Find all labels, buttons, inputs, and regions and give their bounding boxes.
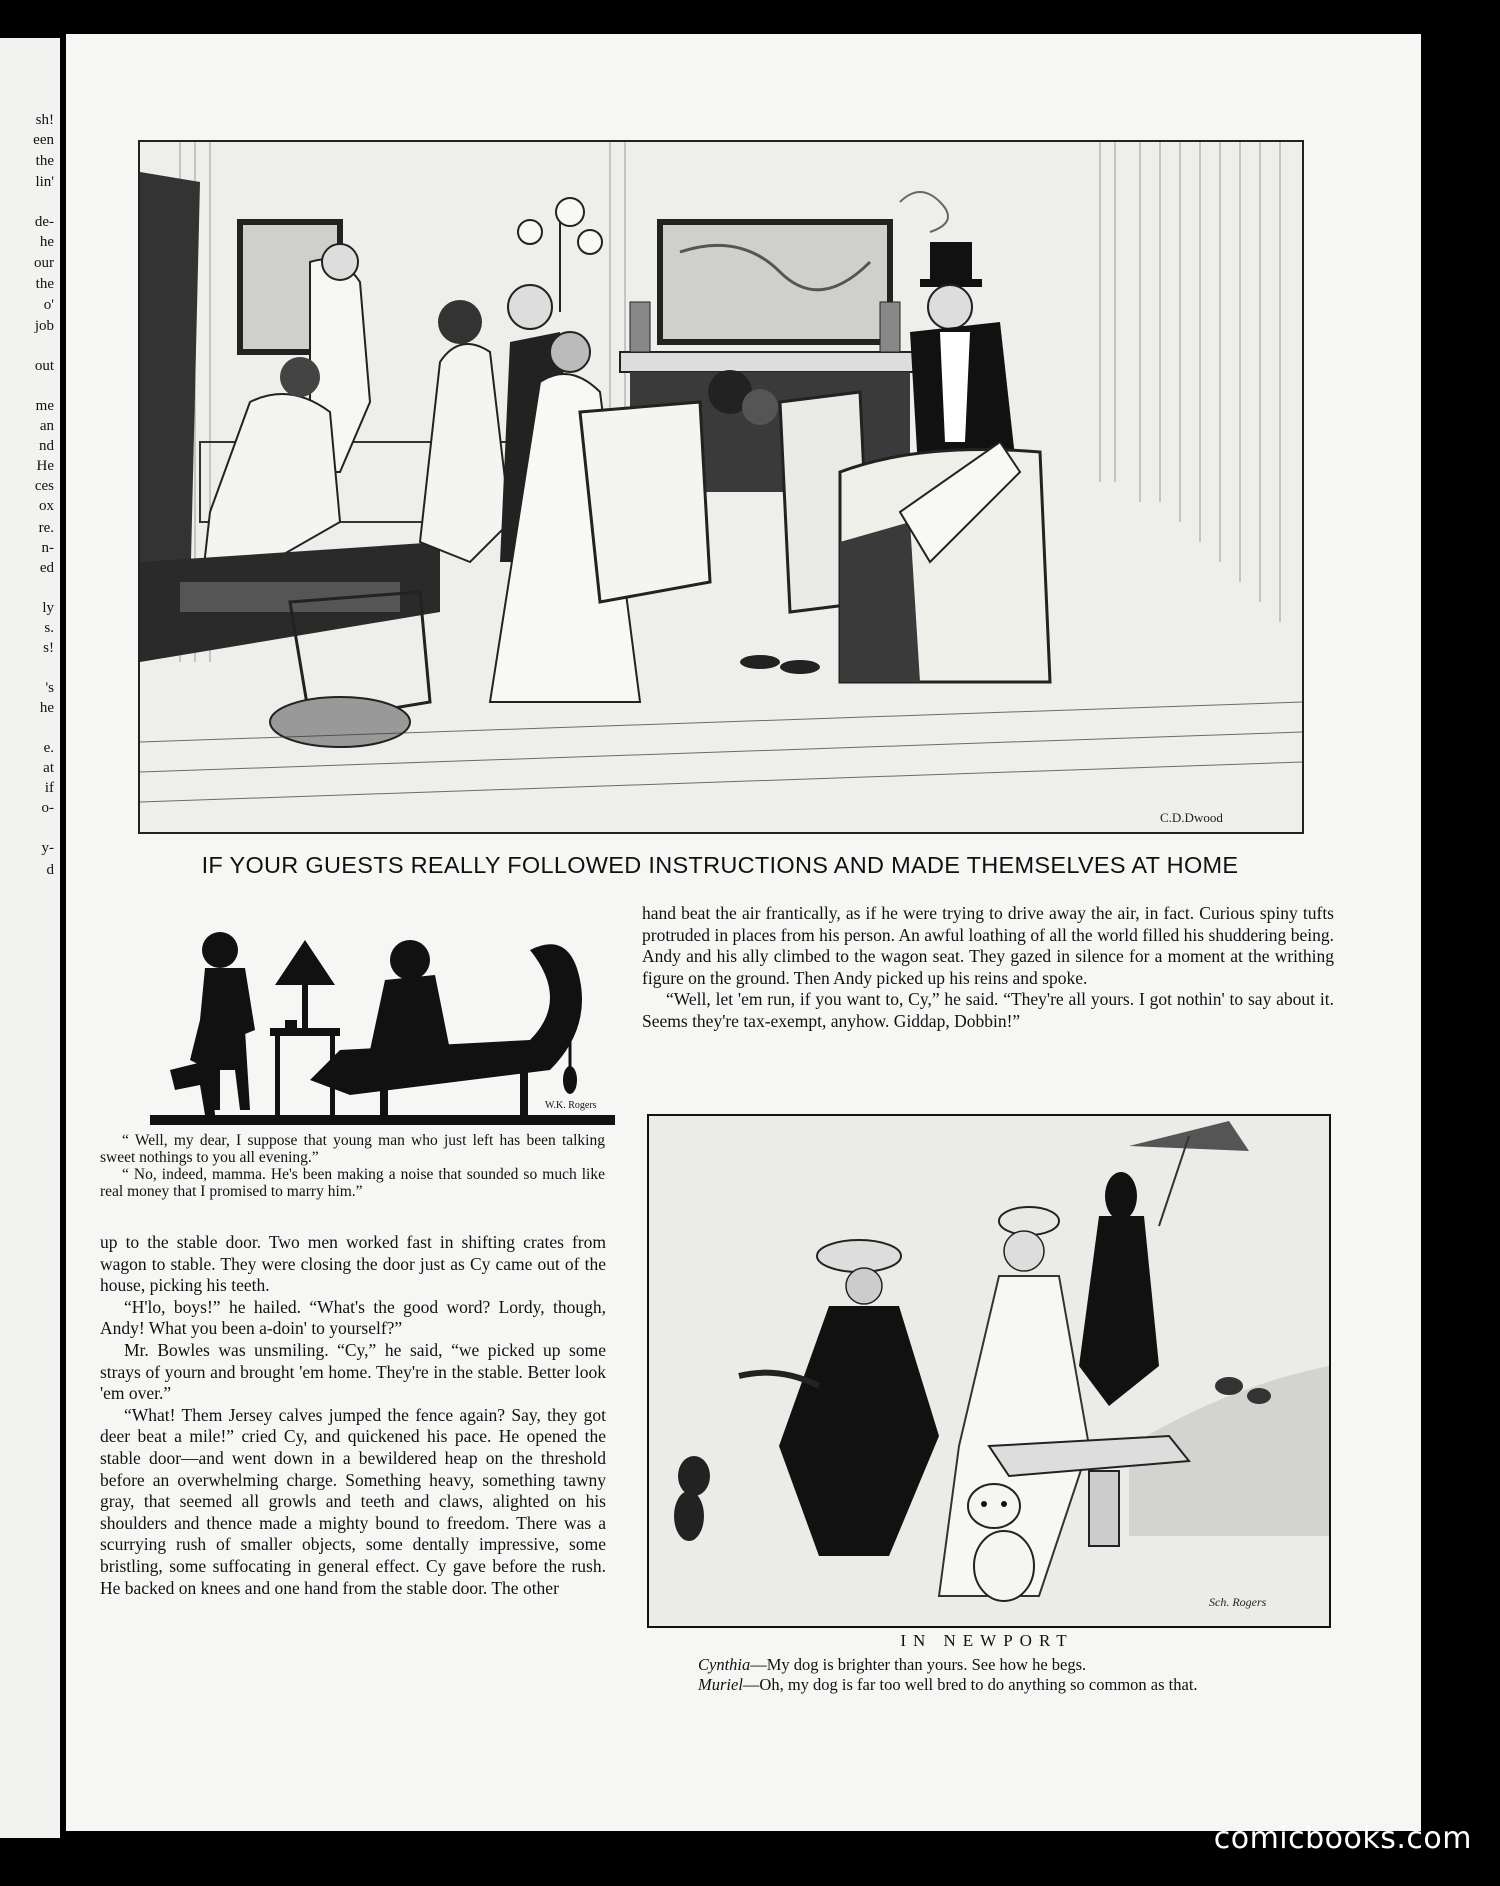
newport-line [698, 1675, 1338, 1695]
left-page-fragment: at [43, 760, 54, 776]
left-page-fragment: nd [39, 438, 54, 454]
left-page-fragment: y- [41, 840, 54, 856]
silhouette-drawing [150, 920, 615, 1125]
left-page-fragment: re. [38, 520, 54, 536]
illustration-signature: C.D.Dwood [1160, 810, 1223, 825]
left-page-fragment: our [34, 255, 54, 271]
left-page-fragment: lin' [35, 174, 54, 190]
speaker-name: Cynthia [698, 1655, 751, 1674]
silhouette-caption-line: “ Well, my dear, I suppose that young man who just left has been talking sweet nothings to you all evening.” [100, 1132, 605, 1166]
story-paragraph: “H'lo, boys!” he hailed. “What's the good word? Lordy, though, Andy! What you been a-doin' to yourself?” [100, 1296, 606, 1339]
left-page-fragment: the [35, 276, 54, 292]
silhouette-caption [100, 1132, 605, 1200]
left-page-fragment: if [44, 780, 54, 796]
left-page-fragment: o' [43, 297, 54, 313]
left-page-fragment: an [39, 418, 54, 434]
dialogue-text: —Oh, my dog is far too well bred to do anything so common as that. [742, 1675, 1198, 1694]
newport-signature: Sch. Rogers [1209, 1595, 1267, 1609]
newport-line [698, 1655, 1338, 1675]
story-paragraph: Mr. Bowles was unsmiling. “Cy,” he said, “we picked up some strays of yourn and brought 'em home. They're in the stable. Better look 'em over.” [100, 1339, 606, 1404]
parlor-illustration [138, 140, 1304, 834]
left-page-fragment: ed [39, 560, 54, 576]
left-page-fragment: he [39, 700, 54, 716]
left-page-fragment: een [33, 132, 54, 148]
left-page-fragment: ly [42, 600, 54, 616]
story-column-right [642, 903, 1334, 1033]
left-page-fragment: s. [44, 620, 54, 636]
story-paragraph: hand beat the air frantically, as if he were trying to drive away the air, in fact. Curious spiny tufts protruded in places from his person. An awful loathing of all the world filled his shuddering being. Andy and his ally climbed to the wagon seat. They gazed in silence for a moment at the writhing figure on the ground. Then Andy picked up his reins and spoke. [642, 903, 1334, 988]
left-page-fragment: out [34, 358, 54, 374]
left-page-fragment: ox [39, 498, 54, 514]
story-paragraph: “What! Them Jersey calves jumped the fence again? Say, they got deer beat a mile!” cried Cy, and quickened his pace. He opened the stable door—and went down in a bewildered heap on the threshold before an overwhelming charge. Something heavy, something tawny gray, that seemed all growls and teeth and claws, alighted on his shoulders and thence made a mighty bound to freedom. There was a scurrying rush of smaller objects, some dentally impressive, some bristling, some suffocating in general effect. Cy gave before the rush. He backed on knees and one hand from the stable door. The other [100, 1404, 606, 1598]
story-column-left [100, 1232, 606, 1599]
silhouette-cartoon [150, 920, 615, 1125]
silhouette-caption-line: “ No, indeed, mamma. He's been making a noise that sounded so much like real money that I promised to marry him.” [100, 1166, 605, 1200]
left-page-edge [0, 38, 60, 1838]
left-page-fragment: job [34, 318, 54, 334]
left-page-fragment: me [35, 398, 54, 414]
left-page-fragment: the [35, 153, 54, 169]
left-page-fragment: He [36, 458, 54, 474]
newport-title: IN NEWPORT [900, 1631, 1074, 1650]
left-page-fragment: s! [43, 640, 54, 656]
dialogue-text: —My dog is brighter than yours. See how he begs. [750, 1655, 1087, 1674]
illustration-caption: IF YOUR GUESTS REALLY FOLLOWED INSTRUCTIONS AND MADE THEMSELVES AT HOME [201, 852, 1239, 878]
newport-caption [698, 1655, 1338, 1695]
story-paragraph: up to the stable door. Two men worked fast in shifting crates from wagon to stable. They were closing the door just as Cy came out of the house, picking his teeth. [100, 1232, 606, 1296]
left-page-fragment: n- [41, 540, 54, 556]
story-paragraph: “Well, let 'em run, if you want to, Cy,” he said. “They're all yours. I got nothin' to say about it. Seems they're tax-exempt, anyhow. Giddap, Dobbin!” [642, 989, 1334, 1031]
newport-drawing [649, 1116, 1329, 1626]
left-page-fragment: he [39, 234, 54, 250]
parlor-drawing [140, 142, 1302, 832]
speaker-name: Muriel [698, 1675, 743, 1694]
left-page-fragment: o- [41, 800, 54, 816]
silhouette-signature: W.K. Rogers [545, 1100, 597, 1111]
left-page-fragment: e. [43, 740, 54, 756]
left-page-fragment: de- [34, 214, 54, 230]
newport-illustration [647, 1114, 1331, 1628]
left-page-fragment: ces [34, 478, 54, 494]
left-page-fragment: d [46, 862, 54, 878]
left-page-fragment: sh! [35, 112, 54, 128]
site-watermark: comicbooks.com [1213, 1821, 1472, 1856]
left-page-fragment: 's [45, 680, 54, 696]
